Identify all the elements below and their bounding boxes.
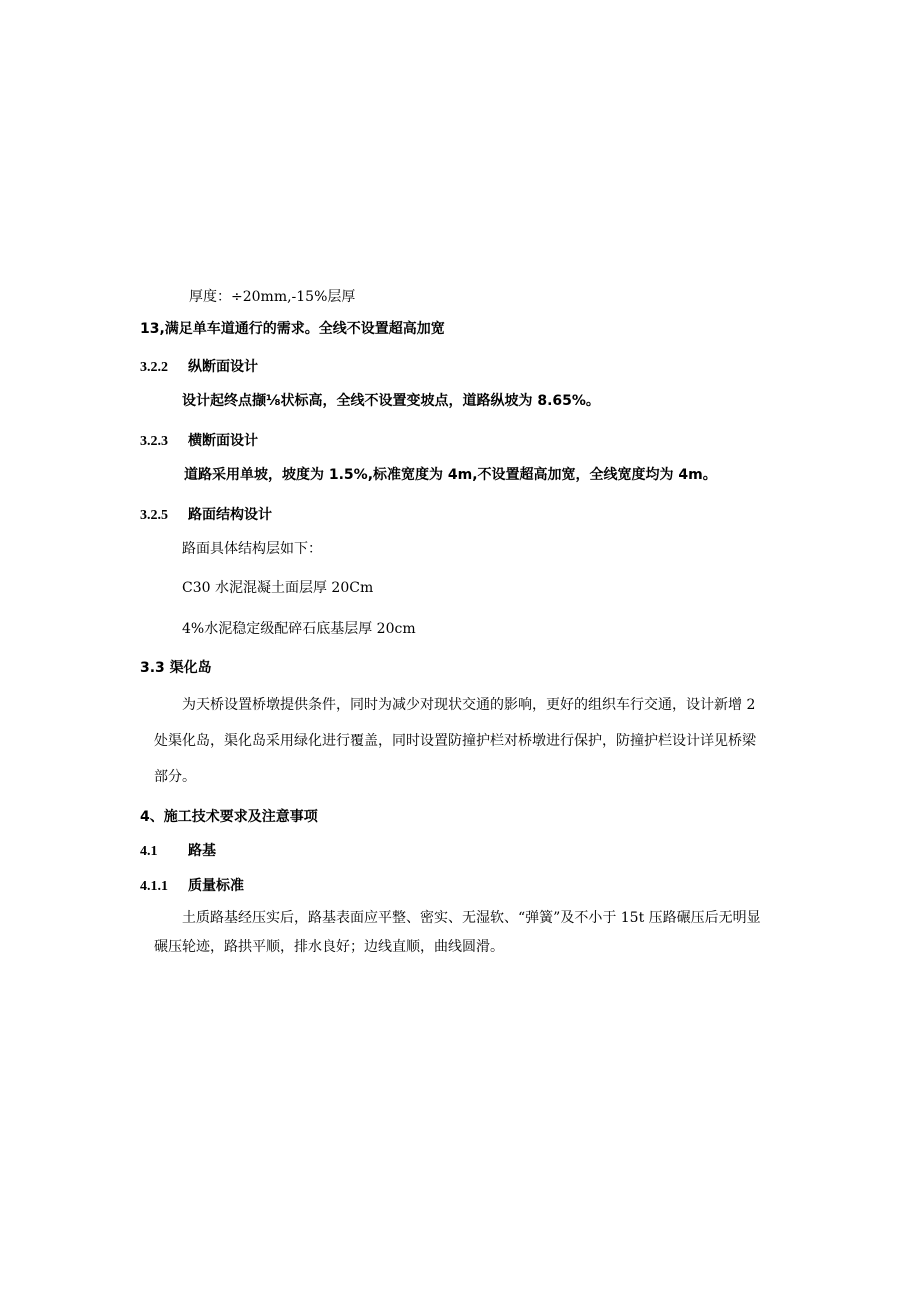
section-title: 纵断面设计 (188, 359, 258, 375)
section-4-heading: 4、施工技术要求及注意事项 (140, 809, 318, 825)
section-title: 横断面设计 (188, 433, 258, 449)
section-title: 路基 (188, 843, 216, 859)
section-3-2-5-heading (140, 506, 272, 525)
section-3-2-2-body: 设计起终点撷⅛状标高，全线不设置变坡点，道路纵坡为 8.65%。 (182, 393, 600, 409)
section-4-1-heading (140, 842, 216, 861)
section-title: 质量标准 (188, 878, 244, 894)
section-number: 4.1 (140, 844, 158, 859)
section-number: 4.1.1 (140, 879, 168, 894)
section-3-2-3-body: 道路采用单坡，坡度为 1.5%,标准宽度为 4m,不设置超高加宽，全线宽度均为 4m。 (184, 467, 717, 483)
section-number: 3.2.3 (140, 434, 168, 449)
section-number: 3.2.2 (140, 360, 168, 375)
pavement-layer-1: C30 水泥混凝土面层厚 20Cm (182, 580, 374, 596)
requirement-line: 13,满足单车道通行的需求。全线不设置超高加宽 (140, 321, 445, 337)
pavement-layer-2: 4%水泥稳定级配碎石底基层厚 20cm (182, 621, 416, 637)
thickness-line: 厚度：÷20mm,-15%层厚 (189, 289, 356, 305)
section-3-3-body: 为天桥设置桥墩提供条件，同时为减少对现状交通的影响，更好的组织车行交通，设计新增 2 处渠化岛，渠化岛采用绿化进行覆盖，同时设置防撞护栏对桥墩进行保护，防撞护栏设计详见桥梁部分。 (154, 697, 756, 785)
pavement-intro: 路面具体结构层如下： (182, 541, 322, 557)
section-4-1-1-body: 土质路基经压实后，路基表面应平整、密实、无湿软、“弹簧”及不小于 15t 压路碾压后无明显碾压轮迹，路拱平顺，排水良好；边线直顺，曲线圆滑。 (154, 910, 761, 955)
section-3-3-heading: 3.3 渠化岛 (140, 660, 212, 676)
section-4-1-1-heading (140, 877, 244, 896)
section-number: 3.2.5 (140, 508, 168, 523)
section-3-2-2-heading (140, 358, 258, 377)
section-title: 路面结构设计 (188, 507, 272, 523)
section-3-2-3-heading (140, 432, 258, 451)
